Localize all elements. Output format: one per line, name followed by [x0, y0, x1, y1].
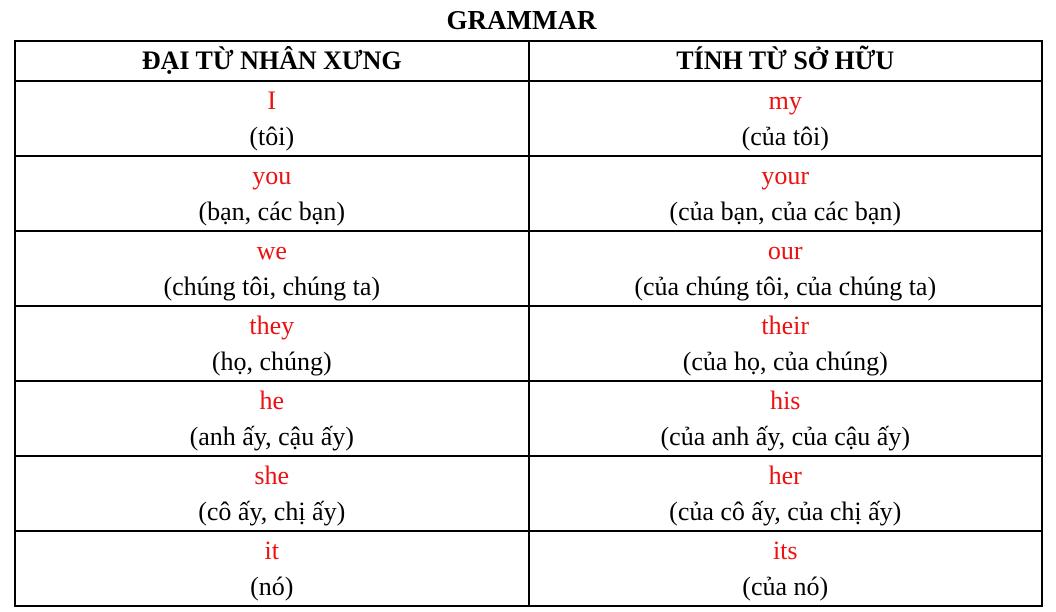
- possessive-word: its: [772, 536, 798, 565]
- possessive-meaning: (của nó): [742, 572, 829, 601]
- pronoun-cell: [15, 381, 529, 456]
- pronoun-word: he: [259, 386, 285, 415]
- possessive-word: their: [761, 311, 810, 340]
- pronoun-cell: [15, 306, 529, 381]
- header-possessive-adjectives: TÍNH TỪ SỞ HỮU: [529, 41, 1043, 81]
- pronoun-cell: [15, 531, 529, 606]
- pronoun-meaning: (cô ấy, chị ấy): [198, 497, 346, 526]
- possessive-word: his: [770, 386, 801, 415]
- pronoun-word: they: [249, 311, 295, 340]
- header-personal-pronouns: ĐẠI TỪ NHÂN XƯNG: [15, 41, 529, 81]
- possessive-meaning: (của chúng tôi, của chúng ta): [634, 272, 937, 301]
- possessive-cell: [529, 231, 1043, 306]
- page-title: GRAMMAR: [446, 5, 597, 35]
- possessive-cell: [529, 531, 1043, 606]
- possessive-word: our: [767, 236, 803, 265]
- pronoun-meaning: (chúng tôi, chúng ta): [163, 272, 381, 301]
- pronoun-meaning: (họ, chúng): [211, 347, 332, 376]
- possessive-cell: [529, 306, 1043, 381]
- table-row: [15, 81, 1042, 156]
- pronoun-cell: [15, 231, 529, 306]
- table-row: [15, 231, 1042, 306]
- possessive-meaning: (của tôi): [741, 122, 829, 151]
- pronoun-meaning: (tôi): [249, 122, 295, 151]
- table-header-row: [15, 41, 1042, 81]
- possessive-meaning: (của bạn, của các bạn): [669, 197, 902, 226]
- pronoun-cell: [15, 456, 529, 531]
- pronoun-word: you: [252, 161, 292, 190]
- possessive-word: her: [768, 461, 802, 490]
- pronoun-word: I: [267, 86, 277, 115]
- pronoun-meaning: (anh ấy, cậu ấy): [189, 422, 354, 451]
- possessive-word: my: [768, 86, 802, 115]
- grammar-table: [14, 40, 1043, 607]
- table-row: [15, 306, 1042, 381]
- table-row: [15, 156, 1042, 231]
- possessive-meaning: (của họ, của chúng): [682, 347, 888, 376]
- pronoun-word: it: [264, 536, 279, 565]
- possessive-cell: [529, 156, 1043, 231]
- pronoun-cell: [15, 156, 529, 231]
- possessive-meaning: (của anh ấy, của cậu ấy): [660, 422, 910, 451]
- table-row: [15, 381, 1042, 456]
- pronoun-word: she: [254, 461, 290, 490]
- pronoun-meaning: (bạn, các bạn): [198, 197, 346, 226]
- possessive-cell: [529, 381, 1043, 456]
- possessive-word: your: [761, 161, 810, 190]
- pronoun-cell: [15, 81, 529, 156]
- possessive-cell: [529, 456, 1043, 531]
- pronoun-word: we: [256, 236, 287, 265]
- table-row: [15, 456, 1042, 531]
- table-row: [15, 531, 1042, 606]
- possessive-cell: [529, 81, 1043, 156]
- pronoun-meaning: (nó): [250, 572, 294, 601]
- possessive-meaning: (của cô ấy, của chị ấy): [669, 497, 902, 526]
